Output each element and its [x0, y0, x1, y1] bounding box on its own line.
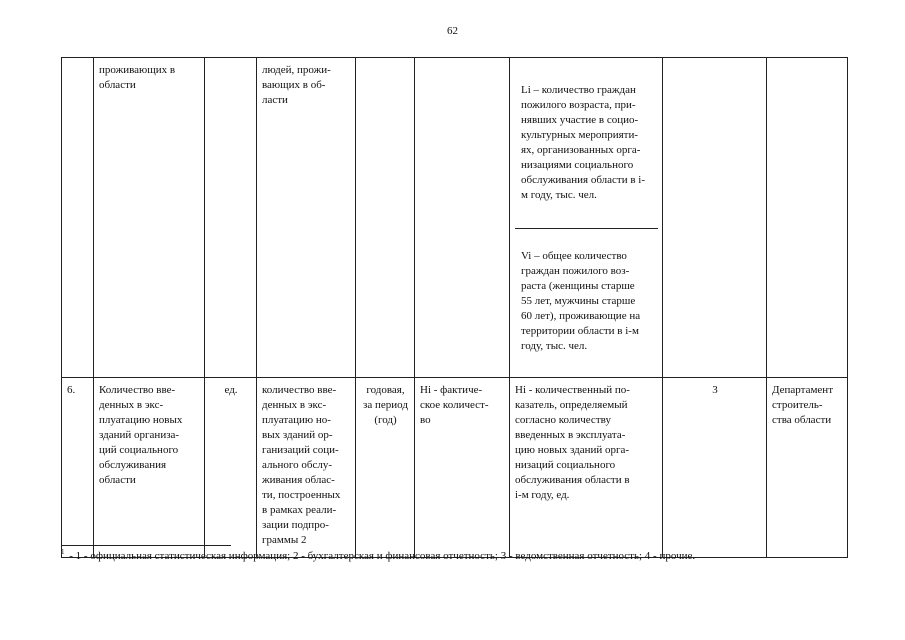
cell-number: 6.: [62, 378, 94, 558]
cell-indicator-name: проживающих в области: [94, 58, 205, 378]
description-vi: Vi – общее количество граждан пожилого воз- раста (женщины старше 55 лет, мужчины старше 60 лет), проживающие на территории области в i-м году, тыс. чел.: [521, 250, 641, 352]
footnote-marker: 1: [61, 548, 65, 556]
cell-unit: ед.: [205, 378, 257, 558]
cell-responsible: Департамент строитель- ства области: [767, 378, 848, 558]
table-row-continuation: [62, 58, 848, 378]
cell-source: 3: [663, 378, 767, 558]
footnote: [61, 548, 841, 562]
cell-responsible: [767, 58, 848, 378]
page-number: 62: [447, 25, 458, 37]
cell-number: [62, 58, 94, 378]
footnote-text: - 1 - официальная статистическая информация; 2 - бухгалтерская и финансовая отчетность; 3 - ведомственная отчетность; 4 - прочие.: [66, 550, 696, 562]
cell-periodicity: годовая, за период (год): [356, 378, 415, 558]
cell-source: [663, 58, 767, 378]
cell-definition: людей, прожи- вающих в об- ласти: [257, 58, 356, 378]
cell-unit: [205, 58, 257, 378]
cell-periodicity: [356, 58, 415, 378]
table-row-6: [62, 378, 848, 558]
cell-formula: Hi - фактиче- ское количест- во: [415, 378, 510, 558]
description-li: Li – количество граждан пожилого возраста, при- нявших участие в социо- культурных мероприяти- ях, организованных орга- низациями социального обслуживания области в i- м году, тыс. чел.: [515, 78, 658, 229]
footnote-divider: [61, 545, 231, 546]
cell-formula-description: [510, 58, 663, 378]
cell-indicator-name: Количество вве- денных в экс- плуатацию новых зданий организа- ций социального обслуживания области: [94, 378, 205, 558]
cell-definition: количество вве- денных в экс- плуатацию но- вых зданий ор- ганизаций соци- ального обслу- живания облас- ти, построенных в рамках реали- зации подпро- граммы 2: [257, 378, 356, 558]
cell-formula: [415, 58, 510, 378]
cell-formula-description: Hi - количественный по- казатель, определяемый согласно количеству введенных в эксплуата- цию новых зданий орга- низаций социального обслуживания области в i-м году, ед.: [510, 378, 663, 558]
indicators-table: [61, 57, 848, 558]
